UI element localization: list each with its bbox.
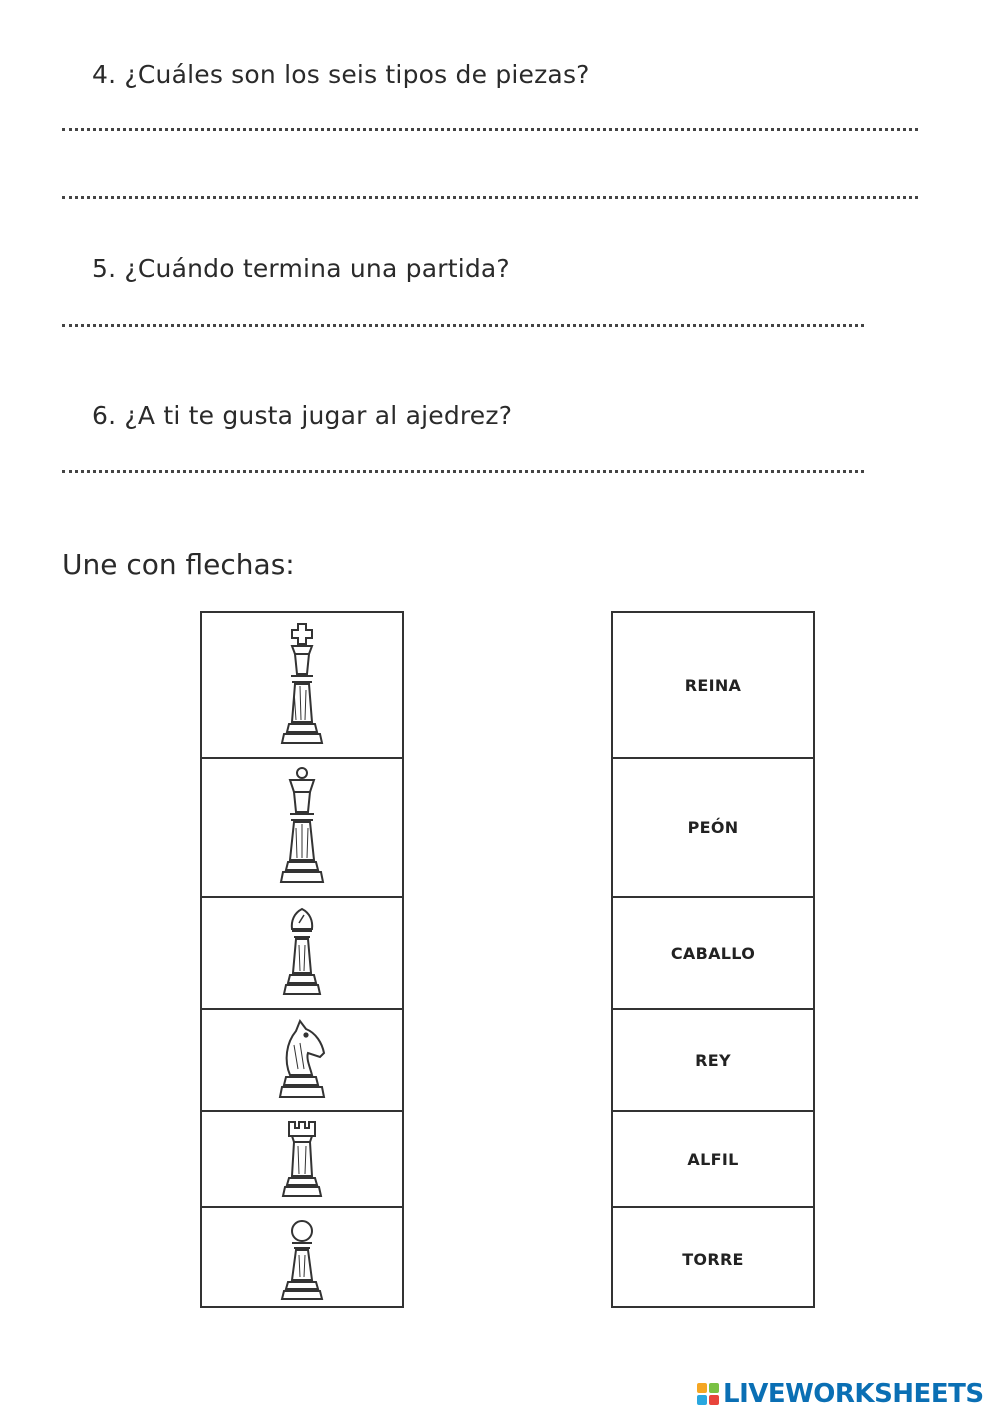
question-5: 5. ¿Cuándo termina una partida? <box>92 254 510 283</box>
piece-cell[interactable] <box>202 1206 402 1310</box>
word-label: TORRE <box>682 1249 744 1269</box>
answer-line[interactable] <box>62 196 918 199</box>
answer-line[interactable] <box>62 470 864 473</box>
question-4: 4. ¿Cuáles son los seis tipos de piezas? <box>92 60 590 89</box>
bishop-icon <box>277 905 327 1001</box>
words-column <box>611 611 815 1308</box>
word-cell[interactable] <box>613 1008 813 1110</box>
question-6: 6. ¿A ti te gusta jugar al ajedrez? <box>92 401 513 430</box>
piece-cell[interactable] <box>202 1110 402 1206</box>
word-cell[interactable] <box>613 1110 813 1206</box>
brand-logo-icon <box>697 1383 719 1405</box>
queen-icon <box>272 764 332 892</box>
piece-cell[interactable] <box>202 613 402 757</box>
word-label: ALFIL <box>687 1149 739 1169</box>
word-label: PEÓN <box>687 818 739 837</box>
answer-line[interactable] <box>62 128 918 131</box>
piece-cell[interactable] <box>202 1008 402 1110</box>
word-cell[interactable] <box>613 1206 813 1310</box>
instruction: Une con flechas: <box>62 548 295 581</box>
answer-line[interactable] <box>62 324 864 327</box>
liveworksheets-logo <box>697 1377 984 1411</box>
word-cell[interactable] <box>613 896 813 1008</box>
knight-icon <box>274 1015 330 1105</box>
word-label: CABALLO <box>670 943 756 963</box>
rook-icon <box>277 1118 327 1200</box>
word-label: REY <box>695 1050 731 1070</box>
king-icon <box>272 620 332 750</box>
brand-text: LIVEWORKSHEETS <box>723 1379 984 1409</box>
word-cell[interactable] <box>613 757 813 896</box>
piece-cell[interactable] <box>202 757 402 896</box>
word-label: REINA <box>684 675 742 695</box>
piece-cell[interactable] <box>202 896 402 1008</box>
word-cell[interactable] <box>613 613 813 757</box>
pieces-column <box>200 611 404 1308</box>
pawn-icon <box>277 1217 327 1301</box>
